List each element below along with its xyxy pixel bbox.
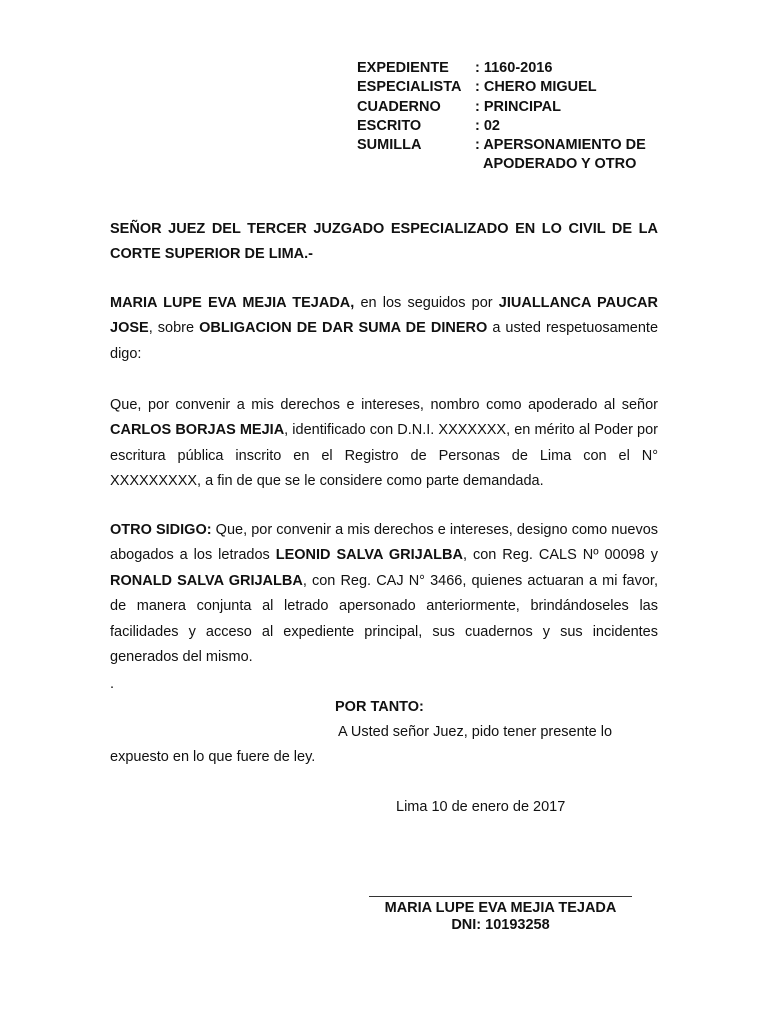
header-row-especialista [357, 78, 646, 97]
lawyer-name: LEONID SALVA GRIJALBA [275, 547, 463, 564]
otrosi-label: OTRO SIDIGO: [110, 522, 212, 538]
header-value: : CHERO MIGUEL [475, 79, 597, 96]
por-tanto-heading: POR TANTO: [335, 699, 424, 715]
header-value: : PRINCIPAL [475, 98, 561, 115]
matter: OBLIGACION DE DAR SUMA DE DINERO [199, 320, 488, 337]
text: , con Reg. CAJ N° 3466, quienes actuaran a mi favor, de manera conjunta al letrado apersonado anteriormente, brindándoseles las facilidades y acceso al expediente principal, sus cuadernos y sus incidentes generados del mismo. [110, 572, 658, 666]
header-key: SUMILLA [357, 137, 422, 154]
signature-block [369, 900, 632, 933]
request-line: A Usted señor Juez, pido tener presente lo [338, 724, 613, 740]
header-row-sumilla [357, 136, 646, 155]
header-key: ESPECIALISTA [357, 79, 462, 96]
petitioner-name: MARIA LUPE EVA MEJIA TEJADA, [110, 295, 355, 311]
header-key: EXPEDIENTE [357, 60, 449, 76]
text: , sobre [148, 320, 200, 337]
header-key: CUADERNO [357, 98, 441, 115]
apoderado-name: CARLOS BORJAS MEJIA [110, 422, 285, 439]
text: , con Reg. CALS Nº 00098 y [462, 547, 658, 564]
otrosi-paragraph [110, 518, 658, 670]
text: Que, por convenir a mis derechos e intereses, nombro como apoderado al señor [110, 397, 658, 413]
case-header [357, 59, 646, 175]
opponent-name: JIUALLANCA PAUCAR JOSE [110, 295, 658, 337]
header-key: ESCRITO [357, 117, 422, 134]
text: a usted respetuosamente digo: [110, 320, 659, 362]
lawyer-name: RONALD SALVA GRIJALBA [110, 572, 303, 589]
intro-paragraph [110, 291, 658, 367]
text: en los seguidos por [354, 295, 499, 311]
stray-dot: . [110, 676, 115, 692]
header-row-escrito [357, 117, 646, 136]
apoderado-paragraph [110, 393, 658, 495]
request-paragraph [110, 720, 658, 771]
header-row-sumilla-cont [357, 155, 646, 174]
date-place: Lima 10 de enero de 2017 [396, 799, 566, 815]
header-row-expediente [357, 59, 646, 78]
text: Que, por convenir a mis derechos e intereses, designo como nuevos abogados a los letrados [110, 522, 659, 564]
header-row-cuaderno [357, 98, 646, 117]
header-value-continuation: APODERADO Y OTRO [483, 156, 637, 173]
header-value: : 1160-2016 [475, 60, 553, 76]
header-value: : 02 [475, 117, 500, 134]
signature-line [369, 896, 632, 897]
request-line: expuesto en lo que fuere de ley. [110, 749, 316, 766]
text: , identificado con D.N.I. XXXXXXX, en mérito al Poder por escritura pública inscrito en el Registro de Personas de Lima con el N° XXXXXXXXX, a fin de que se le considere como parte demandada. [110, 422, 658, 490]
signatory-dni: DNI: 10193258 [451, 916, 550, 933]
header-value: : APERSONAMIENTO DE [475, 137, 646, 154]
addressee: SEÑOR JUEZ DEL TERCER JUZGADO ESPECIALIZADO EN LO CIVIL DE LA CORTE SUPERIOR DE LIMA.- [110, 221, 658, 263]
signatory-name: MARIA LUPE EVA MEJIA TEJADA [384, 900, 617, 916]
